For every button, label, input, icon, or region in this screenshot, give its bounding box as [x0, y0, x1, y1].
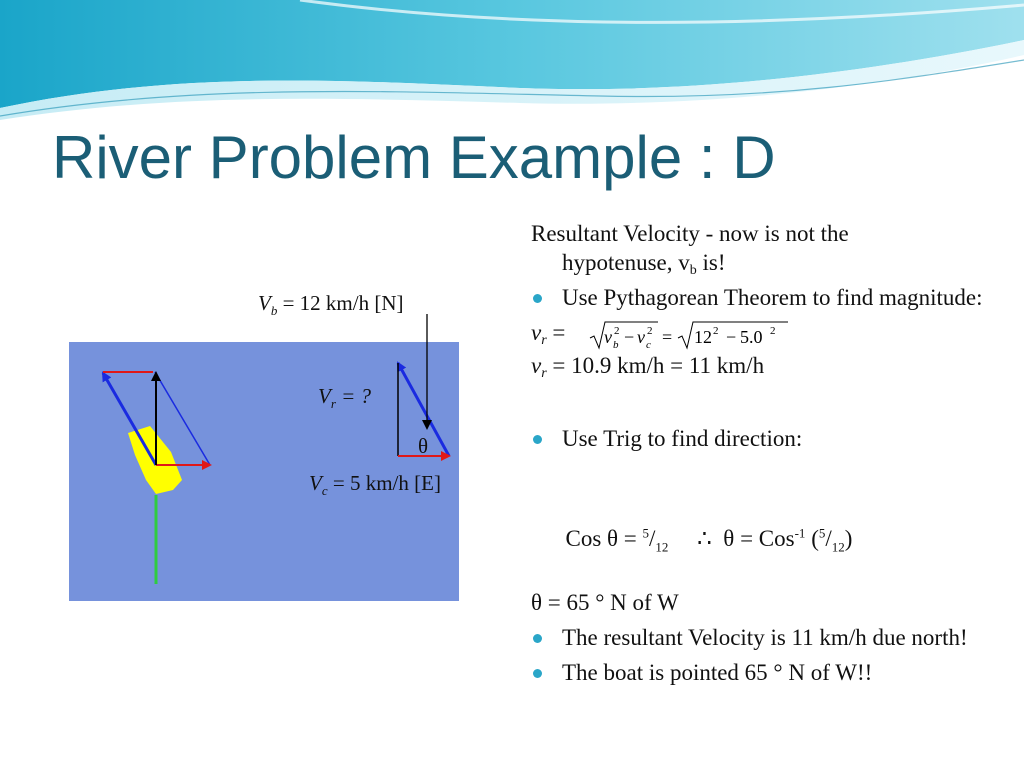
vc-label: $V_c = 5$ km/h [E] — [309, 471, 441, 499]
svg-text:c: c — [646, 339, 651, 351]
svg-text:b: b — [613, 339, 619, 351]
vr-symbol: $v_r$ = — [531, 320, 566, 348]
formula-vb: v — [604, 327, 612, 347]
svg-text:−: − — [624, 327, 635, 347]
cos-equation: Cos $\theta = ^5/_{12}$ ∴ θ = Cos$^{-1}$ $(^5/_{12})$ — [565, 525, 853, 555]
bullet-trig: Use Trig to find direction: — [531, 424, 1001, 453]
bullet-dot — [533, 669, 542, 678]
vr-result: $v_r = 10.9$ km/h = 11 km/h — [531, 353, 765, 381]
pythagorean-formula — [588, 318, 788, 352]
vb-label: $V_b = 12$ km/h [N] — [258, 291, 404, 319]
vr-label: $V_r$ = ? — [318, 384, 372, 412]
svg-text:=: = — [662, 327, 673, 347]
formula-row — [531, 318, 1001, 354]
svg-text:12: 12 — [694, 327, 712, 347]
boat-heading-arrow — [103, 373, 156, 465]
theta-label: θ — [418, 434, 429, 458]
bullet-dot — [533, 435, 542, 444]
bullet-resultant: The resultant Velocity is 11 km/h due north! — [531, 623, 1001, 652]
svg-text:2: 2 — [713, 325, 719, 337]
slide-title: River Problem Example : D — [52, 124, 776, 191]
bullet-boat: The boat is pointed 65 ° N of W!! — [531, 658, 1001, 687]
bullet-dot — [533, 634, 542, 643]
svg-text:v: v — [637, 327, 645, 347]
bullet-dot — [533, 294, 542, 303]
svg-text:2: 2 — [614, 325, 620, 337]
svg-text:2: 2 — [647, 325, 653, 337]
content-column — [531, 219, 1001, 687]
theta-result: θ = 65 ° N of W — [531, 590, 679, 615]
svg-text:5.0: 5.0 — [740, 327, 763, 347]
bullet-pythagorean: Use Pythagorean Theorem to find magnitude: — [531, 283, 1001, 312]
svg-text:2: 2 — [770, 325, 776, 337]
svg-text:−: − — [726, 327, 737, 347]
resultant-heading: Resultant Velocity - now is not the hypotenuse, $v_b$ is! — [531, 221, 849, 278]
